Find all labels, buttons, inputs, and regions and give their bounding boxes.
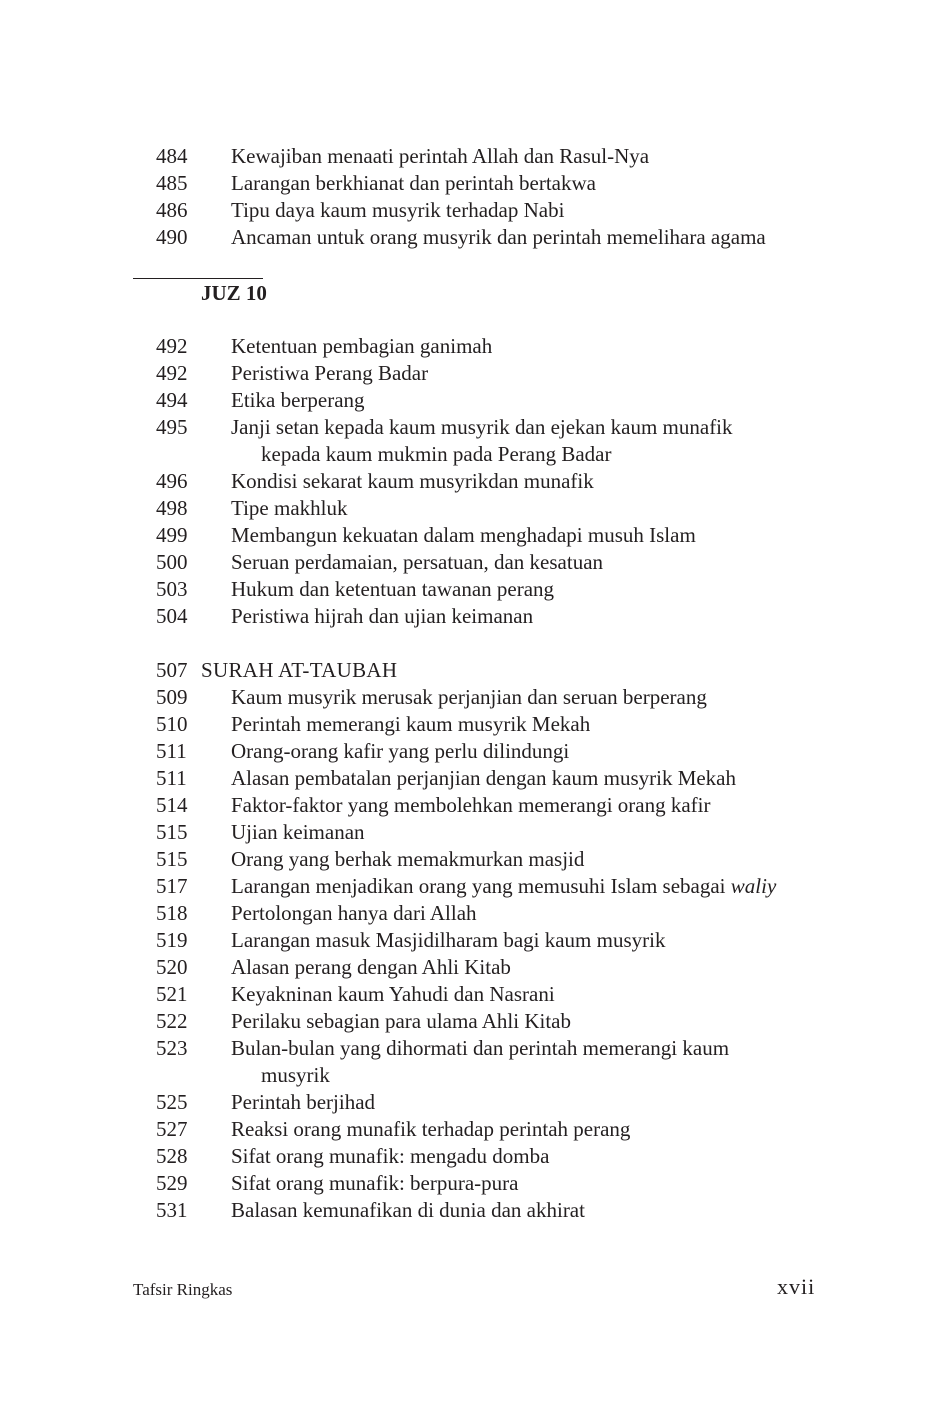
entry-page-number: 521 [156, 982, 188, 1006]
entry-title: Alasan pembatalan perjanjian dengan kaum musyrik Mekah [231, 766, 737, 790]
toc-entry [0, 387, 946, 414]
toc-entry [0, 873, 946, 900]
entry-title: Hukum dan ketentuan tawanan perang [231, 577, 555, 601]
entry-title-continuation: kepada kaum mukmin pada Perang Badar [261, 442, 612, 466]
entry-title-continuation: musyrik [261, 1063, 330, 1087]
toc-section-juz [0, 333, 946, 630]
toc-section-continued [0, 143, 946, 251]
toc-entry [0, 468, 946, 495]
toc-entry [0, 981, 946, 1008]
entry-title: Alasan perang dengan Ahli Kitab [231, 955, 511, 979]
entry-page-number: 522 [156, 1009, 188, 1033]
toc-entry [0, 549, 946, 576]
entry-title: Ujian keimanan [231, 820, 365, 844]
entry-title: Pertolongan hanya dari Allah [231, 901, 477, 925]
entry-page-number: 509 [156, 685, 188, 709]
entry-title: Seruan perdamaian, persatuan, dan kesatuan [231, 550, 604, 574]
toc-entry [0, 792, 946, 819]
entry-page-number: 519 [156, 928, 188, 952]
entry-page-number: 492 [156, 361, 188, 385]
entry-title: Janji setan kepada kaum musyrik dan ejekan kaum munafik [231, 415, 733, 439]
entry-title: Peristiwa Perang Badar [231, 361, 429, 385]
entry-title: Reaksi orang munafik terhadap perintah perang [231, 1117, 631, 1141]
toc-entry [0, 900, 946, 927]
toc-entry [0, 1008, 946, 1035]
entry-page-number: 515 [156, 847, 188, 871]
toc-entry [0, 819, 946, 846]
toc-entry [0, 711, 946, 738]
entry-page-number: 520 [156, 955, 188, 979]
juz-heading: JUZ 10 [201, 281, 267, 305]
entry-title: Sifat orang munafik: berpura-pura [231, 1171, 519, 1195]
entry-page-number: 529 [156, 1171, 188, 1195]
section-divider [133, 278, 263, 279]
toc-entry [0, 1170, 946, 1197]
entry-page-number: 503 [156, 577, 188, 601]
entry-page-number: 531 [156, 1198, 188, 1222]
entry-page-number: 514 [156, 793, 188, 817]
entry-title: Larangan masuk Masjidilharam bagi kaum musyrik [231, 928, 666, 952]
toc-entry [0, 143, 946, 170]
entry-page-number: 523 [156, 1036, 188, 1060]
entry-page-number: 511 [156, 739, 187, 763]
entry-page-number: 496 [156, 469, 188, 493]
entry-title: Kewajiban menaati perintah Allah dan Rasul-Nya [231, 144, 650, 168]
entry-title: Larangan berkhianat dan perintah bertakwa [231, 171, 596, 195]
toc-entry [0, 576, 946, 603]
entry-page-number: 504 [156, 604, 188, 628]
surah-title: SURAH AT-TAUBAH [201, 658, 398, 682]
entry-page-number: 511 [156, 766, 187, 790]
entry-page-number: 515 [156, 820, 188, 844]
entry-title: Ketentuan pembagian ganimah [231, 334, 493, 358]
running-footer-title: Tafsir Ringkas [133, 1280, 233, 1299]
entry-title: Perintah memerangi kaum musyrik Mekah [231, 712, 591, 736]
toc-entry [0, 765, 946, 792]
entry-title: Larangan menjadikan orang yang memusuhi Islam sebagai [231, 874, 731, 898]
entry-page-number: 527 [156, 1117, 188, 1141]
toc-entry [0, 522, 946, 549]
entry-page-number: 492 [156, 334, 188, 358]
entry-page-number: 525 [156, 1090, 188, 1114]
entry-page-number: 486 [156, 198, 188, 222]
entry-title: Kaum musyrik merusak perjanjian dan seruan berperang [231, 685, 707, 709]
entry-page-number: 485 [156, 171, 188, 195]
entry-title: Orang yang berhak memakmurkan masjid [231, 847, 585, 871]
toc-entry [0, 738, 946, 765]
entry-page-number: 499 [156, 523, 188, 547]
entry-page-number: 518 [156, 901, 188, 925]
toc-entry [0, 1089, 946, 1116]
entry-title: Balasan kemunafikan di dunia dan akhirat [231, 1198, 585, 1222]
entry-title: Peristiwa hijrah dan ujian keimanan [231, 604, 534, 628]
entry-page-number: 498 [156, 496, 188, 520]
entry-title: Orang-orang kafir yang perlu dilindungi [231, 739, 570, 763]
entry-title: Kondisi sekarat kaum musyrikdan munafik [231, 469, 594, 493]
toc-entry [0, 360, 946, 387]
entry-page-number: 494 [156, 388, 188, 412]
entry-page-number: 484 [156, 144, 188, 168]
entry-title: Keyakninan kaum Yahudi dan Nasrani [231, 982, 555, 1006]
page-number: xvii [777, 1274, 816, 1299]
entry-page-number: 490 [156, 225, 188, 249]
entry-title: Ancaman untuk orang musyrik dan perintah memelihara agama [231, 225, 766, 249]
entry-title: Tipe makhluk [231, 496, 348, 520]
surah-heading [0, 657, 946, 684]
toc-entry [0, 495, 946, 522]
entry-page-number: 510 [156, 712, 188, 736]
toc-entry [0, 224, 946, 251]
toc-entry [0, 170, 946, 197]
toc-entry [0, 1197, 946, 1224]
entry-title: Perilaku sebagian para ulama Ahli Kitab [231, 1009, 571, 1033]
entry-page-number: 495 [156, 415, 188, 439]
entry-title: Faktor-faktor yang membolehkan memerangi orang kafir [231, 793, 711, 817]
toc-section-surah [0, 657, 946, 1224]
entry-title: Perintah berjihad [231, 1090, 376, 1114]
toc-entry [0, 954, 946, 981]
toc-entry [0, 684, 946, 711]
entry-page-number: 517 [156, 874, 188, 898]
toc-entry [0, 333, 946, 360]
toc-entry [0, 197, 946, 224]
entry-title: Bulan-bulan yang dihormati dan perintah memerangi kaum [231, 1036, 730, 1060]
toc-entry [0, 1116, 946, 1143]
entry-title: Tipu daya kaum musyrik terhadap Nabi [231, 198, 565, 222]
toc-entry [0, 414, 946, 468]
toc-entry [0, 603, 946, 630]
toc-entry [0, 1143, 946, 1170]
toc-entry [0, 927, 946, 954]
entry-title: Sifat orang munafik: mengadu domba [231, 1144, 550, 1168]
entry-title: Membangun kekuatan dalam menghadapi musuh Islam [231, 523, 696, 547]
entry-page-number: 528 [156, 1144, 188, 1168]
surah-page-number: 507 [156, 658, 188, 682]
toc-entry [0, 846, 946, 873]
entry-title: Etika berperang [231, 388, 365, 412]
entry-title-italic: waliy [730, 874, 777, 898]
toc-entry [0, 1035, 946, 1089]
entry-page-number: 500 [156, 550, 188, 574]
